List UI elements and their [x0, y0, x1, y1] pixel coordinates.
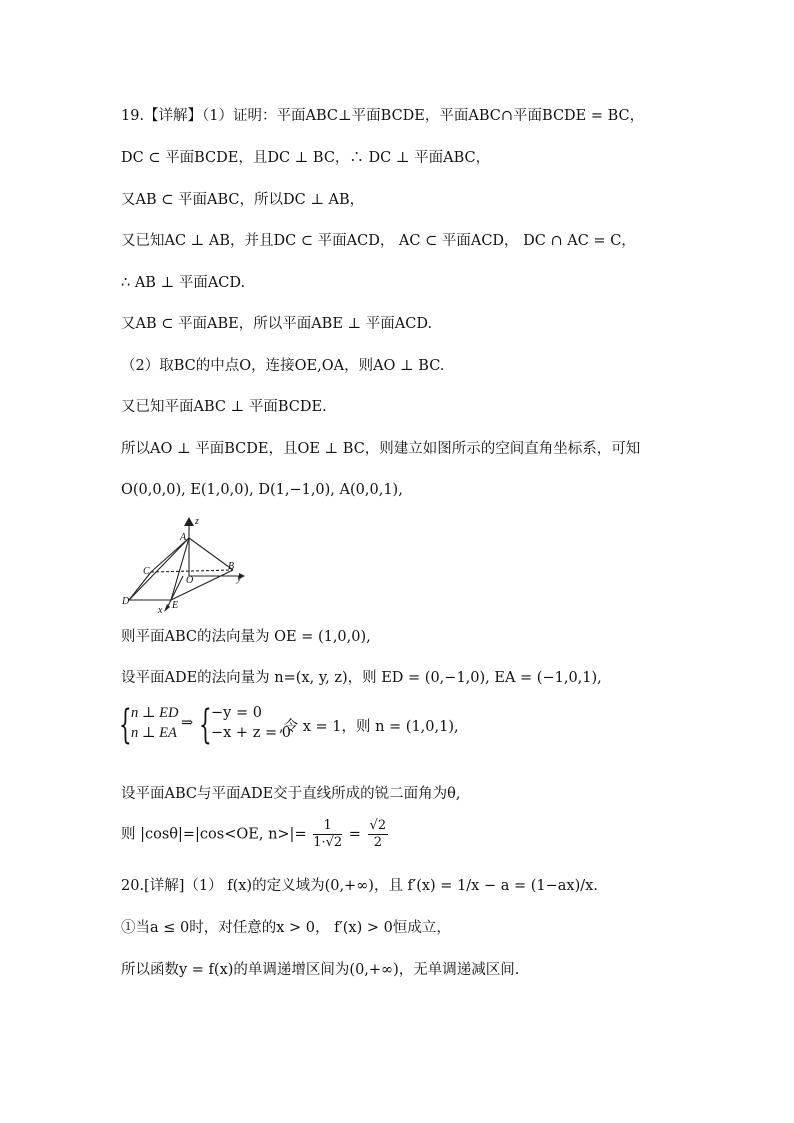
system-res-1: −y = 0 [211, 705, 262, 721]
cos-fraction-1-num: 1 [313, 818, 342, 835]
cos-fraction-2-den: 2 [373, 835, 382, 850]
line-ade-normal: 设平面ADE的法向量为 n=(x, y, z)，则 ED = (0,−1,0), EA = (−1,0,1), [121, 670, 602, 686]
point-label-o: O [186, 575, 194, 586]
point-label-b: B [228, 561, 235, 572]
point-label-e: E [172, 600, 179, 611]
line-plane-perp: 又已知平面ABC ⊥ 平面BCDE. [121, 399, 327, 415]
implies-symbol: ⇒ [181, 715, 194, 731]
system-eq-1: n ⊥ ED [131, 705, 179, 721]
line-monotonic-interval: 所以函数y = f(x)的单调递增区间为(0,+∞)，无单调递减区间. [121, 962, 520, 978]
line-abc-normal: 则平面ABC的法向量为 OE = (1,0,0), [121, 629, 371, 645]
cos-equals: = [348, 826, 361, 843]
system-conclusion: ,令 x = 1，则 n = (1,0,1), [279, 719, 459, 735]
point-label-d: D [122, 596, 130, 607]
point-label-a: A [180, 532, 187, 543]
cos-fraction-2 [368, 818, 389, 851]
line-dihedral-angle: 设平面ABC与平面ADE交于直线所成的锐二面角为θ, [121, 786, 461, 802]
line-coordinates: O(0,0,0), E(1,0,0), D(1,−1,0), A(0,0,1), [121, 482, 403, 498]
pyramid-figure [121, 514, 251, 614]
axis-label-x: x [158, 605, 163, 614]
point-label-c: C [143, 566, 150, 577]
axis-label-z: z [195, 516, 199, 527]
line-ab-perp-acd: ∴ AB ⊥ 平面ACD. [121, 275, 246, 291]
system-res-2: −x + z = 0 [211, 725, 291, 741]
cos-theta-expr: 则 |cosθ|=|cos<OE, n>|= [121, 826, 307, 843]
line-20-domain: 20.[详解]（1） f(x)的定义域为(0,+∞)，且 f′(x) = 1/x − a = (1−ax)/x. [121, 878, 598, 894]
line-ac-perp-ab: 又已知AC ⊥ AB，并且DC ⊂ 平面ACD， AC ⊂ 平面ACD， DC ∩ AC = C， [121, 233, 636, 249]
left-brace: { [119, 702, 132, 748]
system-eq-2: n ⊥ EA [131, 725, 177, 741]
line-case-a-le-0: ①当a ≤ 0时，对任意的x > 0， f′(x) > 0恒成立， [121, 920, 451, 936]
right-brace: { [199, 702, 212, 748]
line-coordinate-system: 所以AO ⊥ 平面BCDE，且OE ⊥ BC，则建立如图所示的空间直角坐标系，可知 [121, 441, 641, 457]
line-abe-perp-acd: 又AB ⊂ 平面ABE，所以平面ABE ⊥ 平面ACD. [121, 316, 433, 332]
line-ab-in-plane: 又AB ⊂ 平面ABC，所以DC ⊥ AB， [121, 192, 365, 208]
cos-fraction-1-den: 1·√2 [313, 835, 343, 850]
line-19-proof: 19.【详解】（1）证明：平面ABC⊥平面BCDE，平面ABC∩平面BCDE = BC， [121, 108, 645, 124]
line-cos-theta [121, 818, 390, 851]
axis-label-y: y [237, 573, 242, 584]
cos-fraction-1 [313, 818, 342, 851]
cos-fraction-2-num: √2 [369, 818, 387, 833]
line-dc-perp: DC ⊂ 平面BCDE，且DC ⊥ BC，∴ DC ⊥ 平面ABC， [121, 150, 491, 166]
line-part2-midpoint: （2）取BC的中点O，连接OE,OA，则AO ⊥ BC. [121, 358, 445, 374]
